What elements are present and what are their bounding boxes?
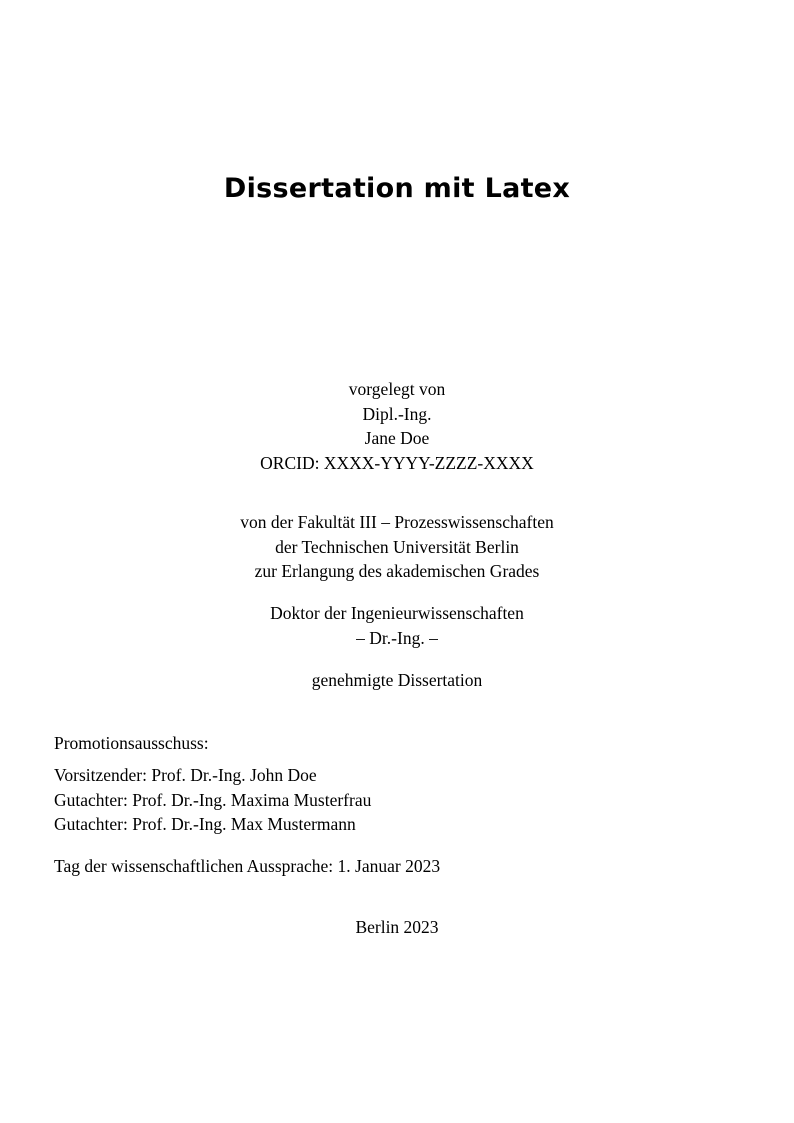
document-title: Dissertation mit Latex (223, 173, 571, 204)
university-line: der Technischen Universität Berlin (275, 536, 519, 557)
committee-member-chair: Vorsitzender: Prof. Dr.-Ing. John Doe (54, 765, 317, 785)
approved-dissertation: genehmigte Dissertation (311, 670, 483, 690)
doctor-degree-block (0, 601, 794, 650)
committee-member-reviewer-2: Gutachter: Prof. Dr.-Ing. Max Mustermann (54, 814, 356, 834)
author-block (0, 377, 794, 475)
doctor-degree-abbrev: – Dr.-Ing. – (356, 627, 438, 648)
degree-purpose-line: zur Erlangung des akademischen Grades (254, 561, 540, 581)
faculty-line: von der Fakultät III – Prozesswissenschaften (240, 512, 554, 532)
submitted-by-label: vorgelegt von (348, 379, 446, 399)
author-orcid: ORCID: XXXX-YYYY-ZZZZ-XXXX (260, 452, 534, 473)
committee-heading: Promotionsausschuss: (54, 733, 209, 753)
author-name: Jane Doe (364, 428, 430, 448)
defense-date: Tag der wissenschaftlichen Aussprache: 1. Januar 2023 (54, 856, 441, 876)
author-degree: Dipl.-Ing. (362, 403, 432, 424)
place-year: Berlin 2023 (355, 917, 439, 937)
faculty-block (0, 510, 794, 584)
committee-member-reviewer-1: Gutachter: Prof. Dr.-Ing. Maxima Musterfrau (54, 789, 372, 810)
committee-list (54, 763, 754, 837)
doctor-degree-title: Doktor der Ingenieurwissenschaften (270, 603, 524, 623)
